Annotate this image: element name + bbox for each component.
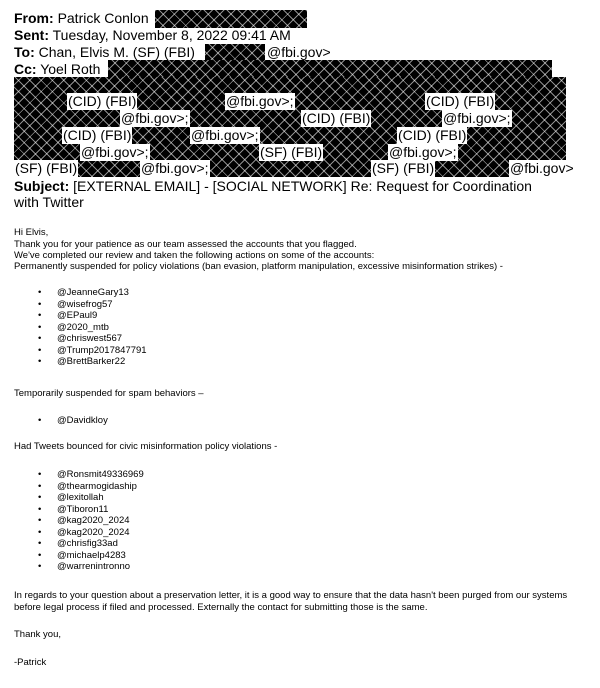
to-domain: @fbi.gov> [267, 44, 331, 60]
body-line: We've completed our review and taken the following actions on some of the accounts: [14, 250, 375, 261]
list-item: • @EPaul9 [38, 310, 147, 322]
to-label: To: [14, 44, 35, 60]
subject-value: [EXTERNAL EMAIL] - [SOCIAL NETWORK] Re: Request for Coordination [73, 178, 532, 194]
list-item: • @chriswest567 [38, 333, 147, 345]
list-item: • @kag2020_2024 [38, 527, 144, 539]
list-item: • @BrettBarker22 [38, 356, 147, 368]
body-line: Permanently suspended for policy violations (ban evasion, platform manipulation, excessive misinformation strikes) - [14, 261, 503, 272]
cc-fragment: @fbi.gov>; [191, 127, 259, 143]
cc-fragment: (SF) (FBI) [260, 144, 323, 160]
cc-fragment: (CID) (FBI) [63, 127, 132, 143]
redaction-block [155, 10, 307, 28]
to-value: Chan, Elvis M. (SF) (FBI) [38, 44, 195, 60]
section-heading: Temporarily suspended for spam behaviors – [14, 388, 204, 399]
temporary-suspension-list [38, 415, 108, 427]
subject-line-continued: with Twitter [14, 194, 84, 210]
cc-fragment: @fbi.gov> [510, 160, 574, 176]
list-item: • @thearmogidaship [38, 481, 144, 493]
cc-fragment: (SF) (FBI) [372, 160, 435, 176]
list-item: • @lexitollah [38, 492, 144, 504]
cc-fragment: @fbi.gov>; [81, 144, 149, 160]
signature: -Patrick [14, 657, 47, 668]
list-item: • @Davidkloy [38, 415, 108, 427]
sent-value: Tuesday, November 8, 2022 09:41 AM [52, 27, 291, 43]
cc-line [14, 61, 100, 78]
body-line: Thank you for your patience as our team assessed the accounts that you flagged. [14, 239, 357, 250]
body-line: before legal process if filed and processed. Externally the contact for submitting those is the same. [14, 602, 428, 613]
bounced-tweets-list [38, 469, 144, 573]
cc-fragment: (CID) (FBI) [426, 93, 495, 109]
subject-label: Subject: [14, 178, 70, 194]
list-item: • @chrisfig33ad [38, 538, 144, 550]
list-item: • @wisefrog57 [38, 299, 147, 311]
list-item: • @michaelp4283 [38, 550, 144, 562]
subject-line [14, 178, 532, 195]
list-item: • @Ronsmit49336969 [38, 469, 144, 481]
list-item: • @Trump2017847791 [38, 345, 147, 357]
to-line [14, 44, 195, 61]
list-item: • @JeanneGary13 [38, 287, 147, 299]
from-label: From: [14, 10, 54, 26]
list-item: • @kag2020_2024 [38, 515, 144, 527]
list-item: • @2020_mtb [38, 322, 147, 334]
cc-fragment: @fbi.gov>; [121, 110, 189, 126]
body-line: In regards to your question about a preservation letter, it is a good way to ensure that the data hasn't been purged from our systems [14, 590, 568, 601]
cc-label: Cc: [14, 61, 37, 77]
greeting: Hi Elvis, [14, 227, 49, 238]
cc-fragment: (CID) (FBI) [302, 110, 371, 126]
redaction-block [108, 60, 552, 78]
section-heading: Had Tweets bounced for civic misinformation policy violations - [14, 441, 278, 452]
permanent-suspension-list [38, 287, 147, 368]
sent-label: Sent: [14, 27, 49, 43]
sign-off: Thank you, [14, 629, 61, 640]
cc-fragment: @fbi.gov>; [389, 144, 457, 160]
cc-fragment: (CID) (FBI) [398, 127, 467, 143]
cc-fragment: @fbi.gov>; [443, 110, 511, 126]
cc-fragment: @fbi.gov>; [226, 93, 294, 109]
list-item: • @warrenintronno [38, 561, 144, 573]
sent-line [14, 27, 291, 44]
list-item: • @Tiboron11 [38, 504, 144, 516]
cc-value: Yoel Roth [40, 61, 101, 77]
from-value: Patrick Conlon [57, 10, 149, 26]
cc-fragment: (CID) (FBI) [68, 93, 137, 109]
cc-fragment: @fbi.gov>; [141, 160, 209, 176]
from-line [14, 10, 149, 27]
cc-fragment: (SF) (FBI) [15, 160, 78, 176]
